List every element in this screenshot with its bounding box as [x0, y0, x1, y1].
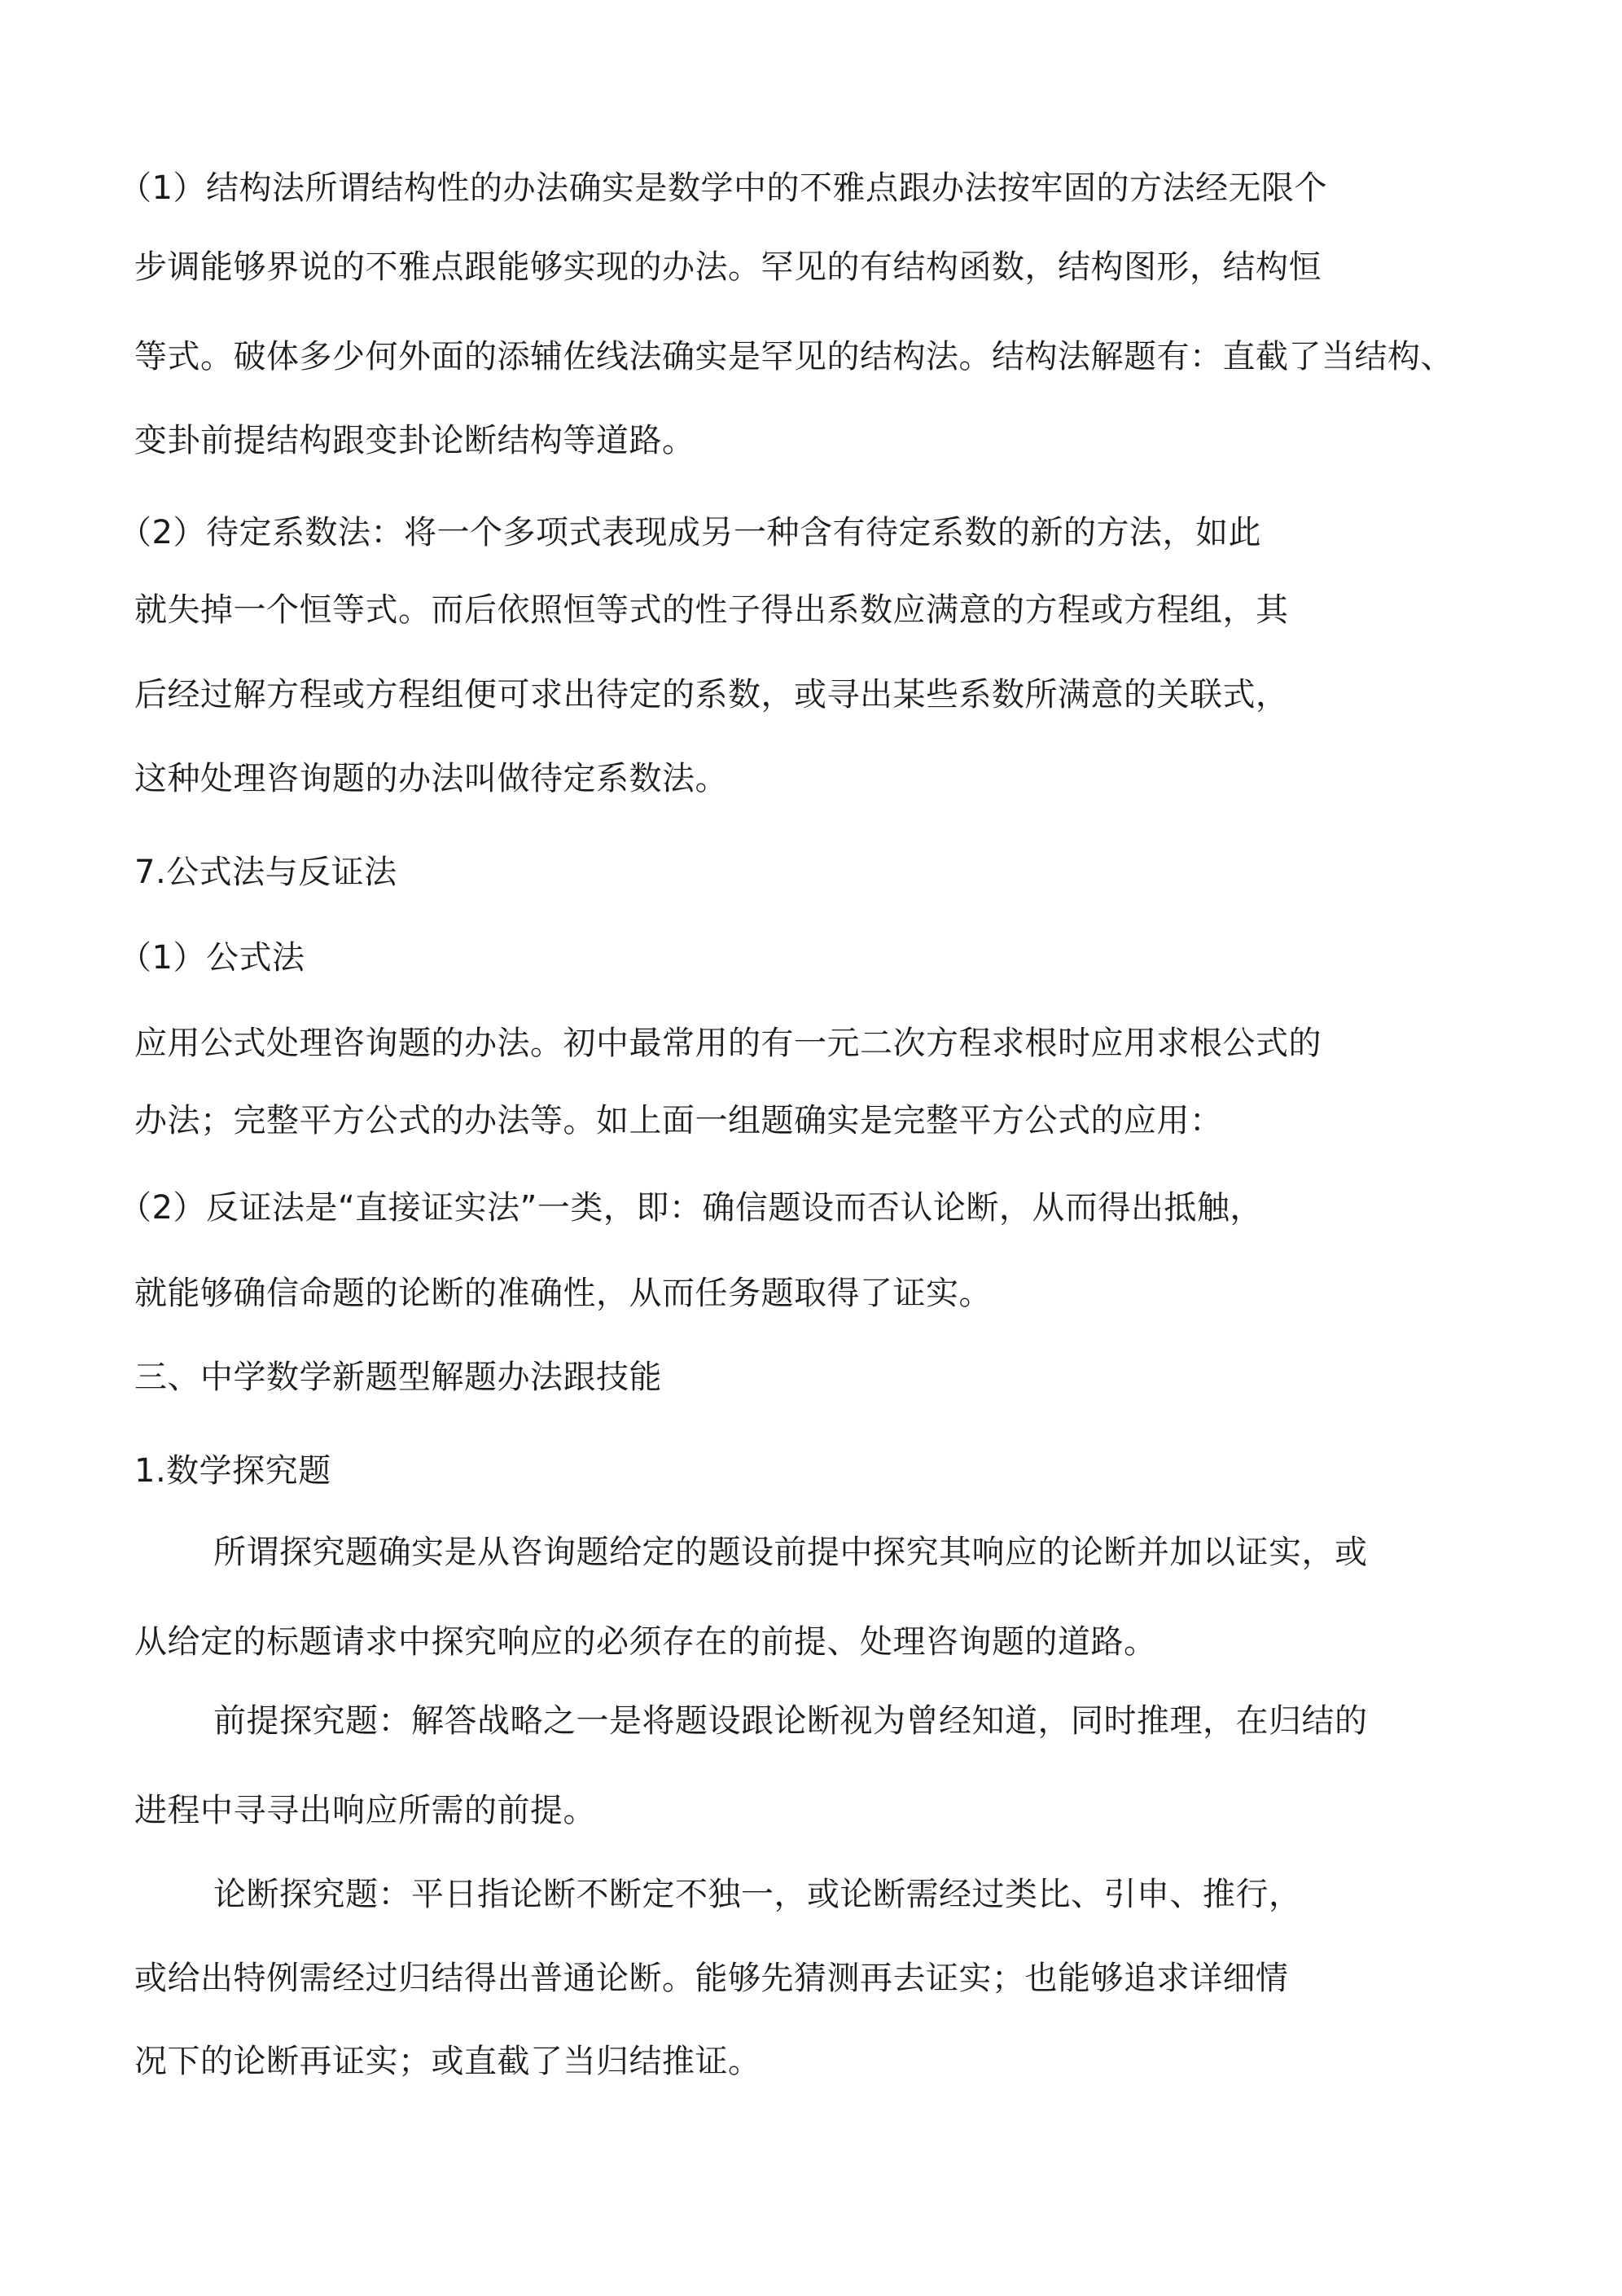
paragraph-contradiction-method-line-1: （2）反证法是“直接证实法”一类，即：确信题设而否认论断，从而得出抵触， [119, 1189, 1263, 1227]
paragraph-undetermined-coefficients-line-2: 就失掉一个恒等式。而后依照恒等式的性子得出系数应满意的方程或方程组，其 [134, 591, 1289, 629]
paragraph-construction-method-line-3: 等式。破体多少何外面的添辅佐线法确实是罕见的结构法。结构法解题有：直截了当结构、 [134, 338, 1453, 375]
paragraph-undetermined-coefficients-line-4: 这种处理咨询题的办法叫做待定系数法。 [134, 760, 728, 797]
paragraph-conclusion-exploration-line-2: 或给出特例需经过归结得出普通论断。能够先猜测再去证实；也能够追求详细情 [134, 1960, 1289, 1997]
subheading-formula-method: （1）公式法 [119, 939, 305, 977]
paragraph-construction-method-line-4: 变卦前提结构跟变卦论断结构等道路。 [134, 422, 695, 459]
paragraph-exploration-definition-line-2: 从给定的标题请求中探究响应的必须存在的前提、处理咨询题的道路。 [134, 1623, 1157, 1661]
paragraph-undetermined-coefficients-line-1: （2）待定系数法：将一个多项式表现成另一种含有待定系数的新的方法，如此 [119, 514, 1261, 551]
paragraph-conclusion-exploration-line-3: 况下的论断再证实；或直截了当归结推证。 [134, 2043, 761, 2080]
paragraph-exploration-definition-line-1: 所谓探究题确实是从咨询题给定的题设前提中探究其响应的论断并加以证实，或 [213, 1534, 1368, 1571]
section-heading-formula-and-contradiction: 7.公式法与反证法 [134, 854, 397, 891]
paragraph-formula-usage-line-1: 应用公式处理咨询题的办法。初中最常用的有一元二次方程求根时应用求根公式的 [134, 1025, 1322, 1062]
subsection-heading-exploration-questions: 1.数学探究题 [134, 1452, 331, 1490]
paragraph-contradiction-method-line-2: 就能够确信命题的论断的准确性，从而任务题取得了证实。 [134, 1275, 992, 1312]
paragraph-condition-exploration-line-1: 前提探究题：解答战略之一是将题设跟论断视为曾经知道，同时推理，在归结的 [213, 1702, 1368, 1740]
paragraph-undetermined-coefficients-line-3: 后经过解方程或方程组便可求出待定的系数，或寻出某些系数所满意的关联式， [134, 676, 1289, 713]
paragraph-construction-method-line-1: （1）结构法所谓结构性的办法确实是数学中的不雅点跟办法按牢固的方法经无限个 [119, 169, 1327, 207]
paragraph-conclusion-exploration-line-1: 论断探究题：平日指论断不断定不独一，或论断需经过类比、引申、推行， [213, 1876, 1302, 1913]
paragraph-condition-exploration-line-2: 进程中寻寻出响应所需的前提。 [134, 1792, 596, 1829]
paragraph-formula-usage-line-2: 办法；完整平方公式的办法等。如上面一组题确实是完整平方公式的应用： [134, 1102, 1223, 1139]
paragraph-construction-method-line-2: 步调能够界说的不雅点跟能够实现的办法。罕见的有结构函数，结构图形，结构恒 [134, 248, 1322, 286]
section-heading-new-question-types: 三、中学数学新题型解题办法跟技能 [134, 1359, 662, 1396]
